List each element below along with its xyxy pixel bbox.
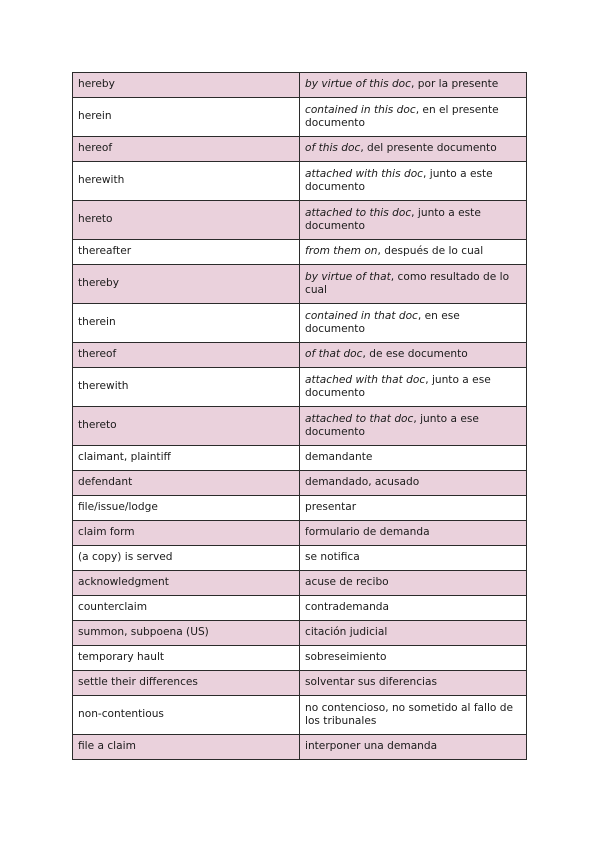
table-row (73, 596, 527, 621)
translation-gloss: contained in this doc (305, 103, 416, 116)
table-row (73, 521, 527, 546)
table-row (73, 696, 527, 735)
table-row (73, 73, 527, 98)
translation-text: interponer una demanda (305, 740, 438, 753)
term-cell: thereof (73, 343, 300, 368)
translation-cell (300, 98, 527, 137)
term-cell: therewith (73, 368, 300, 407)
translation-cell (300, 696, 527, 735)
translation-text: solventar sus diferencias (305, 676, 437, 689)
table-row (73, 201, 527, 240)
translation-text: , del presente documento (360, 142, 497, 155)
table-row (73, 735, 527, 760)
table-row (73, 471, 527, 496)
translation-cell (300, 407, 527, 446)
translation-gloss: contained in that doc (305, 309, 418, 322)
translation-text: contrademanda (305, 601, 390, 614)
table-row (73, 162, 527, 201)
table-row (73, 407, 527, 446)
term-cell: herewith (73, 162, 300, 201)
term-cell: counterclaim (73, 596, 300, 621)
term-cell: summon, subpoena (US) (73, 621, 300, 646)
translation-gloss: from them on (305, 245, 378, 258)
table-row (73, 646, 527, 671)
translation-cell (300, 240, 527, 265)
translation-cell (300, 496, 527, 521)
translation-text: sobreseimiento (305, 651, 387, 664)
translation-text: , junto a ese documento (305, 373, 491, 399)
term-cell: herein (73, 98, 300, 137)
translation-text: , de ese documento (362, 348, 468, 361)
translation-gloss: by virtue of that (305, 270, 391, 283)
table-row (73, 496, 527, 521)
term-cell: claimant, plaintiff (73, 446, 300, 471)
translation-cell (300, 137, 527, 162)
translation-cell (300, 446, 527, 471)
translation-text: presentar (305, 501, 357, 514)
table-row (73, 671, 527, 696)
table-row (73, 98, 527, 137)
translation-cell (300, 546, 527, 571)
translation-cell (300, 571, 527, 596)
translation-text: , después de lo cual (377, 245, 484, 258)
translation-text: no contencioso, no sometido al fallo de los tribunales (305, 701, 514, 727)
glossary-table (72, 72, 527, 760)
table-row (73, 343, 527, 368)
term-cell: file a claim (73, 735, 300, 760)
term-cell: hereof (73, 137, 300, 162)
translation-cell (300, 735, 527, 760)
term-cell: (a copy) is served (73, 546, 300, 571)
translation-cell (300, 343, 527, 368)
translation-gloss: of this doc (305, 142, 361, 155)
translation-cell (300, 521, 527, 546)
term-cell: non-contentious (73, 696, 300, 735)
term-cell: temporary hault (73, 646, 300, 671)
translation-text: , junto a ese documento (305, 412, 479, 438)
translation-text: acuse de recibo (305, 576, 389, 589)
term-cell: hereto (73, 201, 300, 240)
translation-cell (300, 73, 527, 98)
translation-gloss: attached to this doc (305, 206, 412, 219)
table-row (73, 304, 527, 343)
table-row (73, 265, 527, 304)
translation-text: , junto a este documento (305, 167, 493, 193)
translation-gloss: attached with that doc (305, 373, 426, 386)
translation-cell (300, 368, 527, 407)
translation-cell (300, 162, 527, 201)
term-cell: defendant (73, 471, 300, 496)
translation-text: citación judicial (305, 626, 388, 639)
translation-cell (300, 646, 527, 671)
table-row (73, 368, 527, 407)
translation-cell (300, 265, 527, 304)
translation-text: , por la presente (411, 78, 499, 91)
term-cell: thereto (73, 407, 300, 446)
translation-gloss: attached to that doc (305, 412, 414, 425)
term-cell: thereafter (73, 240, 300, 265)
term-cell: file/issue/lodge (73, 496, 300, 521)
term-cell: claim form (73, 521, 300, 546)
translation-text: formulario de demanda (305, 526, 430, 539)
table-row (73, 137, 527, 162)
table-row (73, 571, 527, 596)
translation-gloss: attached with this doc (305, 167, 424, 180)
translation-text: , junto a este documento (305, 206, 481, 232)
term-cell: thereby (73, 265, 300, 304)
translation-text: , en ese documento (305, 309, 460, 335)
term-cell: acknowledgment (73, 571, 300, 596)
table-row (73, 240, 527, 265)
translation-text: demandado, acusado (305, 476, 420, 489)
translation-cell (300, 201, 527, 240)
translation-text: , como resultado de lo cual (305, 270, 510, 296)
translation-gloss: by virtue of this doc (305, 78, 411, 91)
term-cell: therein (73, 304, 300, 343)
translation-gloss: of that doc (305, 348, 363, 361)
translation-cell (300, 596, 527, 621)
translation-text: demandante (305, 451, 373, 464)
table-row (73, 621, 527, 646)
translation-text: se notifica (305, 551, 360, 564)
translation-text: , en el presente documento (305, 103, 499, 129)
translation-cell (300, 621, 527, 646)
term-cell: hereby (73, 73, 300, 98)
table-row (73, 446, 527, 471)
translation-cell (300, 304, 527, 343)
translation-cell (300, 671, 527, 696)
table-row (73, 546, 527, 571)
term-cell: settle their differences (73, 671, 300, 696)
translation-cell (300, 471, 527, 496)
